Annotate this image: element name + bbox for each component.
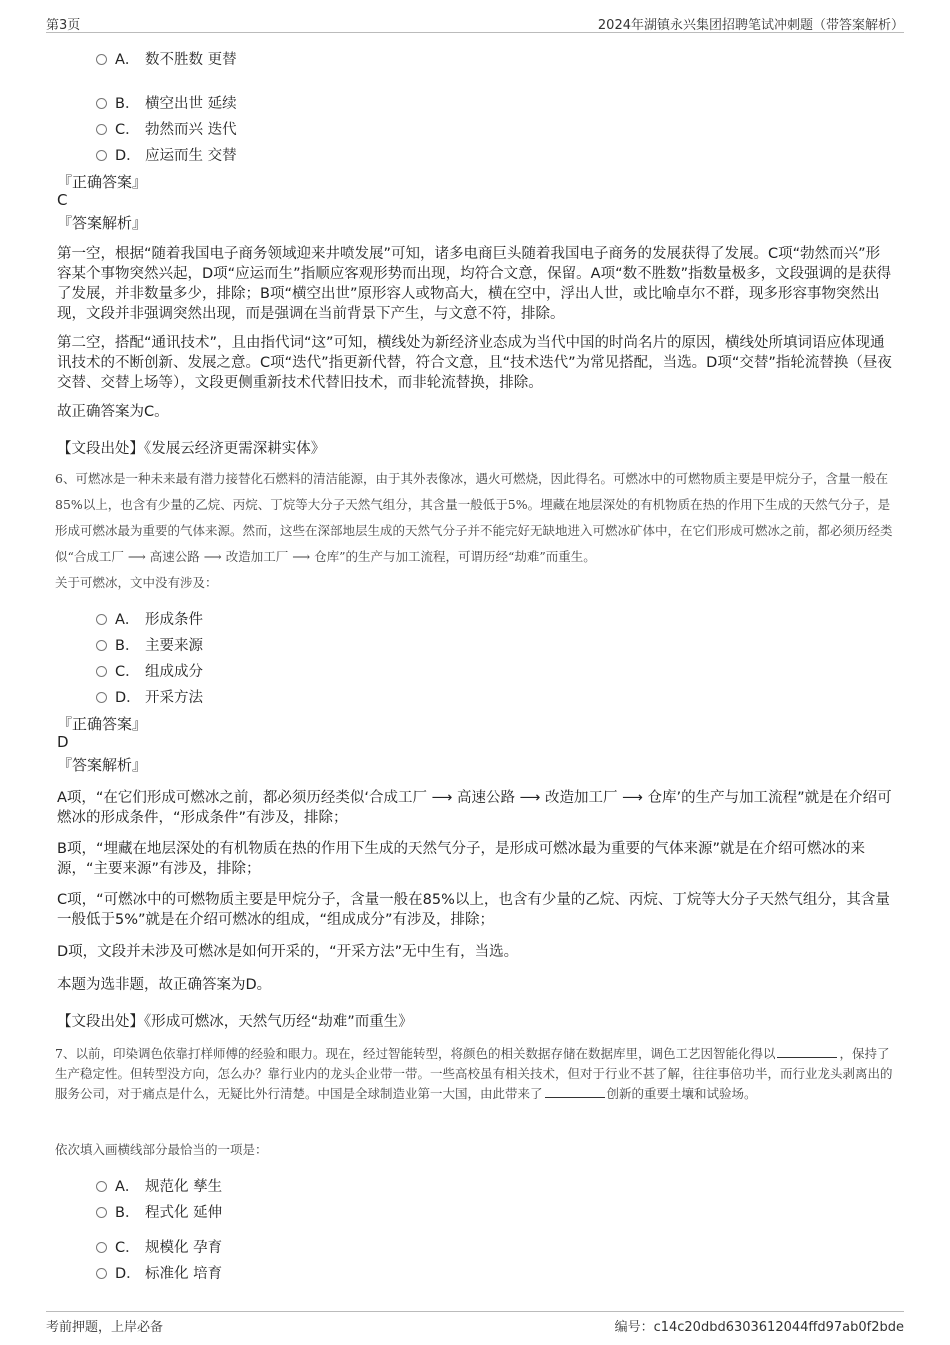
radio-icon[interactable]	[96, 1207, 107, 1218]
q5-option-a[interactable]: A． 数不胜数 更替	[96, 48, 237, 69]
question-text: 6、可燃冰是一种未来最有潜力接替化石燃料的清洁能源，由于其外表像冰，遇火可燃烧，因此得名。可燃冰中的可燃物质主要是甲烷分子，含量一般在85%以上，也含有少量的乙烷、丙烷、丁烷等大分子天然气组分，其含量一般低于5%。埋藏在地层深处的有机物质在热的作用下生成的天然气分子，是形成可燃冰最为重要的气体来源。然而，这些在深部地层生成的天然气分子并不能完好无缺地进入可燃冰矿体中，在它们形成可燃冰之前，都必须历经类似“合成工厂 ⟶ 高速公路 ⟶ 改造加工厂 ⟶ 仓库”的生产与加工流程，可谓历经“劫难”而重生。	[55, 471, 893, 564]
radio-icon[interactable]	[96, 1268, 107, 1279]
answer-label: 『正确答案』	[57, 173, 148, 191]
fill-blank[interactable]	[545, 1085, 605, 1098]
answer-label: 『正确答案』	[57, 715, 148, 733]
analysis-paragraph: C项，“可燃冰中的可燃物质主要是甲烷分子，含量一般在85%以上，也含有少量的乙烷、丙烷、丁烷等大分子天然气组分，其含量一般低于5%”就是在介绍可燃冰的组成，“组成成分”有涉及，排除；	[57, 892, 890, 928]
fill-blank[interactable]	[777, 1045, 837, 1058]
q7-option-d[interactable]: D． 标准化 培育	[96, 1262, 222, 1283]
radio-icon[interactable]	[96, 98, 107, 109]
radio-icon[interactable]	[96, 614, 107, 625]
analysis-paragraph: 第二空，搭配“通讯技术”，且由指代词“这”可知，横线处为新经济业态成为当代中国的时尚名片的原因，横线处所填词语应体现通讯技术的不断创新、发展之意。C项“迭代”指更新代替，符合文意，且“技术迭代”为常见搭配，当选。D项“交替”指轮流替换（昼夜交替、交替上场等），文段更侧重新技术代替旧技术，而非轮流替换，排除。	[57, 335, 892, 391]
question-prompt: 依次填入画横线部分最恰当的一项是：	[55, 1142, 268, 1157]
radio-icon[interactable]	[96, 692, 107, 703]
q7-option-b[interactable]: B． 程式化 延伸	[96, 1201, 222, 1222]
analysis-conclusion: 本题为选非题，故正确答案为D。	[57, 977, 272, 993]
q7-option-c[interactable]: C． 规模化 孕育	[96, 1236, 222, 1257]
source-citation: 【文段出处】《发展云经济更需深耕实体》	[57, 441, 326, 457]
page-number: 第3页	[46, 18, 81, 33]
q7-option-a[interactable]: A． 规范化 孳生	[96, 1175, 222, 1196]
q6-option-d[interactable]: D． 开采方法	[96, 686, 203, 707]
answer-value: D	[57, 733, 69, 751]
analysis-label: 『答案解析』	[57, 756, 148, 774]
question-text: 7、以前，印染调色依靠打样师傅的经验和眼力。现在，经过智能转型，将颜色的相关数据存储在数据库里，调色工艺因智能化得以 ，保持了生产稳定性。但转型没方向，怎么办？靠行业内的龙头企业带一带。一些高校虽有相关技术，但对于行业不甚了解，往往事倍功半，而行业龙头剥离出的服务公司，对于痛点是什么，无疑比外行清楚。中国是全球制造业第一大国，由此带来了 创新的重要土壤和试验场。	[55, 1046, 893, 1101]
analysis-paragraph: B项，“埋藏在地层深处的有机物质在热的作用下生成的天然气分子，是形成可燃冰最为重要的气体来源”就是在介绍可燃冰的来源，“主要来源”有涉及，排除；	[57, 841, 865, 877]
q6-option-c[interactable]: C． 组成成分	[96, 660, 203, 681]
analysis-paragraph: D项，文段并未涉及可燃冰是如何开采的，“开采方法”无中生有，当选。	[57, 944, 519, 960]
question-prompt: 关于可燃冰，文中没有涉及：	[55, 575, 218, 590]
arrow-icon: ⟶	[127, 549, 146, 564]
radio-icon[interactable]	[96, 54, 107, 65]
q5-option-d[interactable]: D． 应运而生 交替	[96, 144, 237, 165]
radio-icon[interactable]	[96, 150, 107, 161]
source-citation: 【文段出处】《形成可燃冰，天然气历经“劫难”而重生》	[57, 1014, 413, 1030]
q6-option-b[interactable]: B． 主要来源	[96, 634, 203, 655]
radio-icon[interactable]	[96, 640, 107, 651]
analysis-paragraph: 第一空，根据“随着我国电子商务领域迎来井喷发展”可知，诸多电商巨头随着我国电子商务的发展获得了发展。C项“勃然而兴”形容某个事物突然兴起，D项“应运而生”指顺应客观形势而出现，均符合文意，保留。A项“数不胜数”指数量极多，文段强调的是获得了发展，并非数量多少，排除；B项“横空出世”原形容人或物高大，横在空中，浮出人世，或比喻卓尔不群，现多形容事物突然出现，文段并非强调突然出现，而是强调在当前背景下产生，与文意不符，排除。	[57, 246, 892, 322]
footer-slogan: 考前押题，上岸必备	[46, 1320, 164, 1335]
answer-value: C	[57, 191, 68, 209]
radio-icon[interactable]	[96, 1181, 107, 1192]
arrow-icon: ⟶	[203, 549, 222, 564]
q6-option-a[interactable]: A． 形成条件	[96, 608, 203, 629]
page-header	[46, 12, 904, 33]
radio-icon[interactable]	[96, 124, 107, 135]
analysis-label: 『答案解析』	[57, 214, 148, 232]
q5-option-b[interactable]: B． 横空出世 延续	[96, 92, 237, 113]
q5-option-c[interactable]: C． 勃然而兴 迭代	[96, 118, 237, 139]
document-id: 编号：c14c20dbd6303612044ffd97ab0f2bde	[614, 1320, 904, 1335]
radio-icon[interactable]	[96, 1242, 107, 1253]
analysis-conclusion: 故正确答案为C。	[57, 404, 169, 420]
radio-icon[interactable]	[96, 666, 107, 677]
arrow-icon: ⟶	[292, 549, 311, 564]
page-footer	[46, 1311, 904, 1336]
document-title: 2024年湖镇永兴集团招聘笔试冲刺题（带答案解析）	[597, 18, 904, 33]
analysis-paragraph: A项，“在它们形成可燃冰之前，都必须历经类似‘合成工厂 ⟶ 高速公路 ⟶ 改造加工厂 ⟶ 仓库’的生产与加工流程”就是在介绍可燃冰的形成条件，“形成条件”有涉及，排除；	[57, 790, 892, 826]
